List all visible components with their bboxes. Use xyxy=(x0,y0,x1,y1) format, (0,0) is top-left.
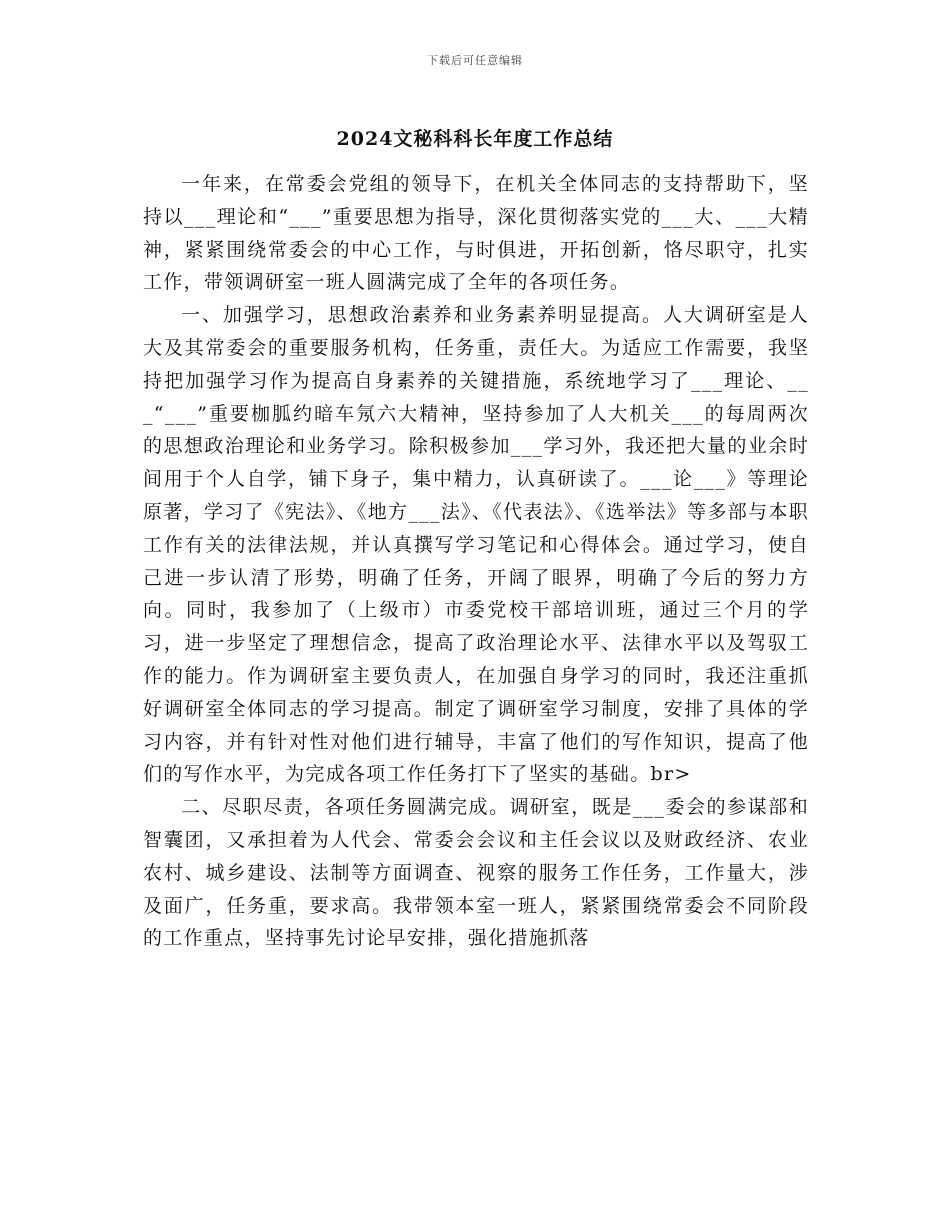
document-body xyxy=(143,168,809,955)
page-header-note: 下载后可任意编辑 xyxy=(427,54,523,67)
paragraph-section-2: 二、尽职尽责，各项任务圆满完成。调研室，既是___委会的参谋部和智囊团，又承担着为人代会、常委会会议和主任会议以及财政经济、农业农村、城乡建设、法制等方面调查、视察的服务工作任务，工作量大，涉及面广，任务重，要求高。我带领本室一班人，紧紧围绕常委会不同阶段的工作重点，坚持事先讨论早安排，强化措施抓落 xyxy=(143,796,809,950)
paragraph-intro: 一年来，在常委会党组的领导下，在机关全体同志的支持帮助下，坚持以___理论和“___”重要思想为指导，深化贯彻落实党的___大、___大精神，紧紧围绕常委会的中心工作，与时俱进，开拓创新，恪尽职守，扎实工作，带领调研室一班人圆满完成了全年的各项任务。 xyxy=(143,173,809,294)
document-title: 2024文秘科科长年度工作总结 xyxy=(336,128,614,150)
paragraph-section-1: 一、加强学习，思想政治素养和业务素养明显提高。人大调研室是人大及其常委会的重要服务机构，任务重，责任大。为适应工作需要，我坚持把加强学习作为提高自身素养的关键措施，系统地学习了___理论、___“___”重要枷胍约暗车氖六大精神，坚持参加了人大机关___的每周两次的思想政治理论和业务学习。除积极参加___学习外，我还把大量的业余时间用于个人自学，铺下身子，集中精力，认真研读了。___论___》等理论原著，学习了《宪法》、《地方___法》、《代表法》、《选举法》等多部与本职工作有关的法律法规，并认真撰写学习笔记和心得体会。通过学习，使自己进一步认清了形势，明确了任务，开阔了眼界，明确了今后的努力方向。同时，我参加了（上级市）市委党校干部培训班，通过三个月的学习，进一步坚定了理想信念，提高了政治理论水平、法律水平以及驾驭工作的能力。作为调研室主要负责人，在加强自身学习的同时，我还注重抓好调研室全体同志的学习提高。制定了调研室学习制度，安排了具体的学习内容，并有针对性对他们进行辅导，丰富了他们的写作知识，提高了他们的写作水平，为完成各项工作任务打下了坚实的基础。br> xyxy=(143,304,809,786)
